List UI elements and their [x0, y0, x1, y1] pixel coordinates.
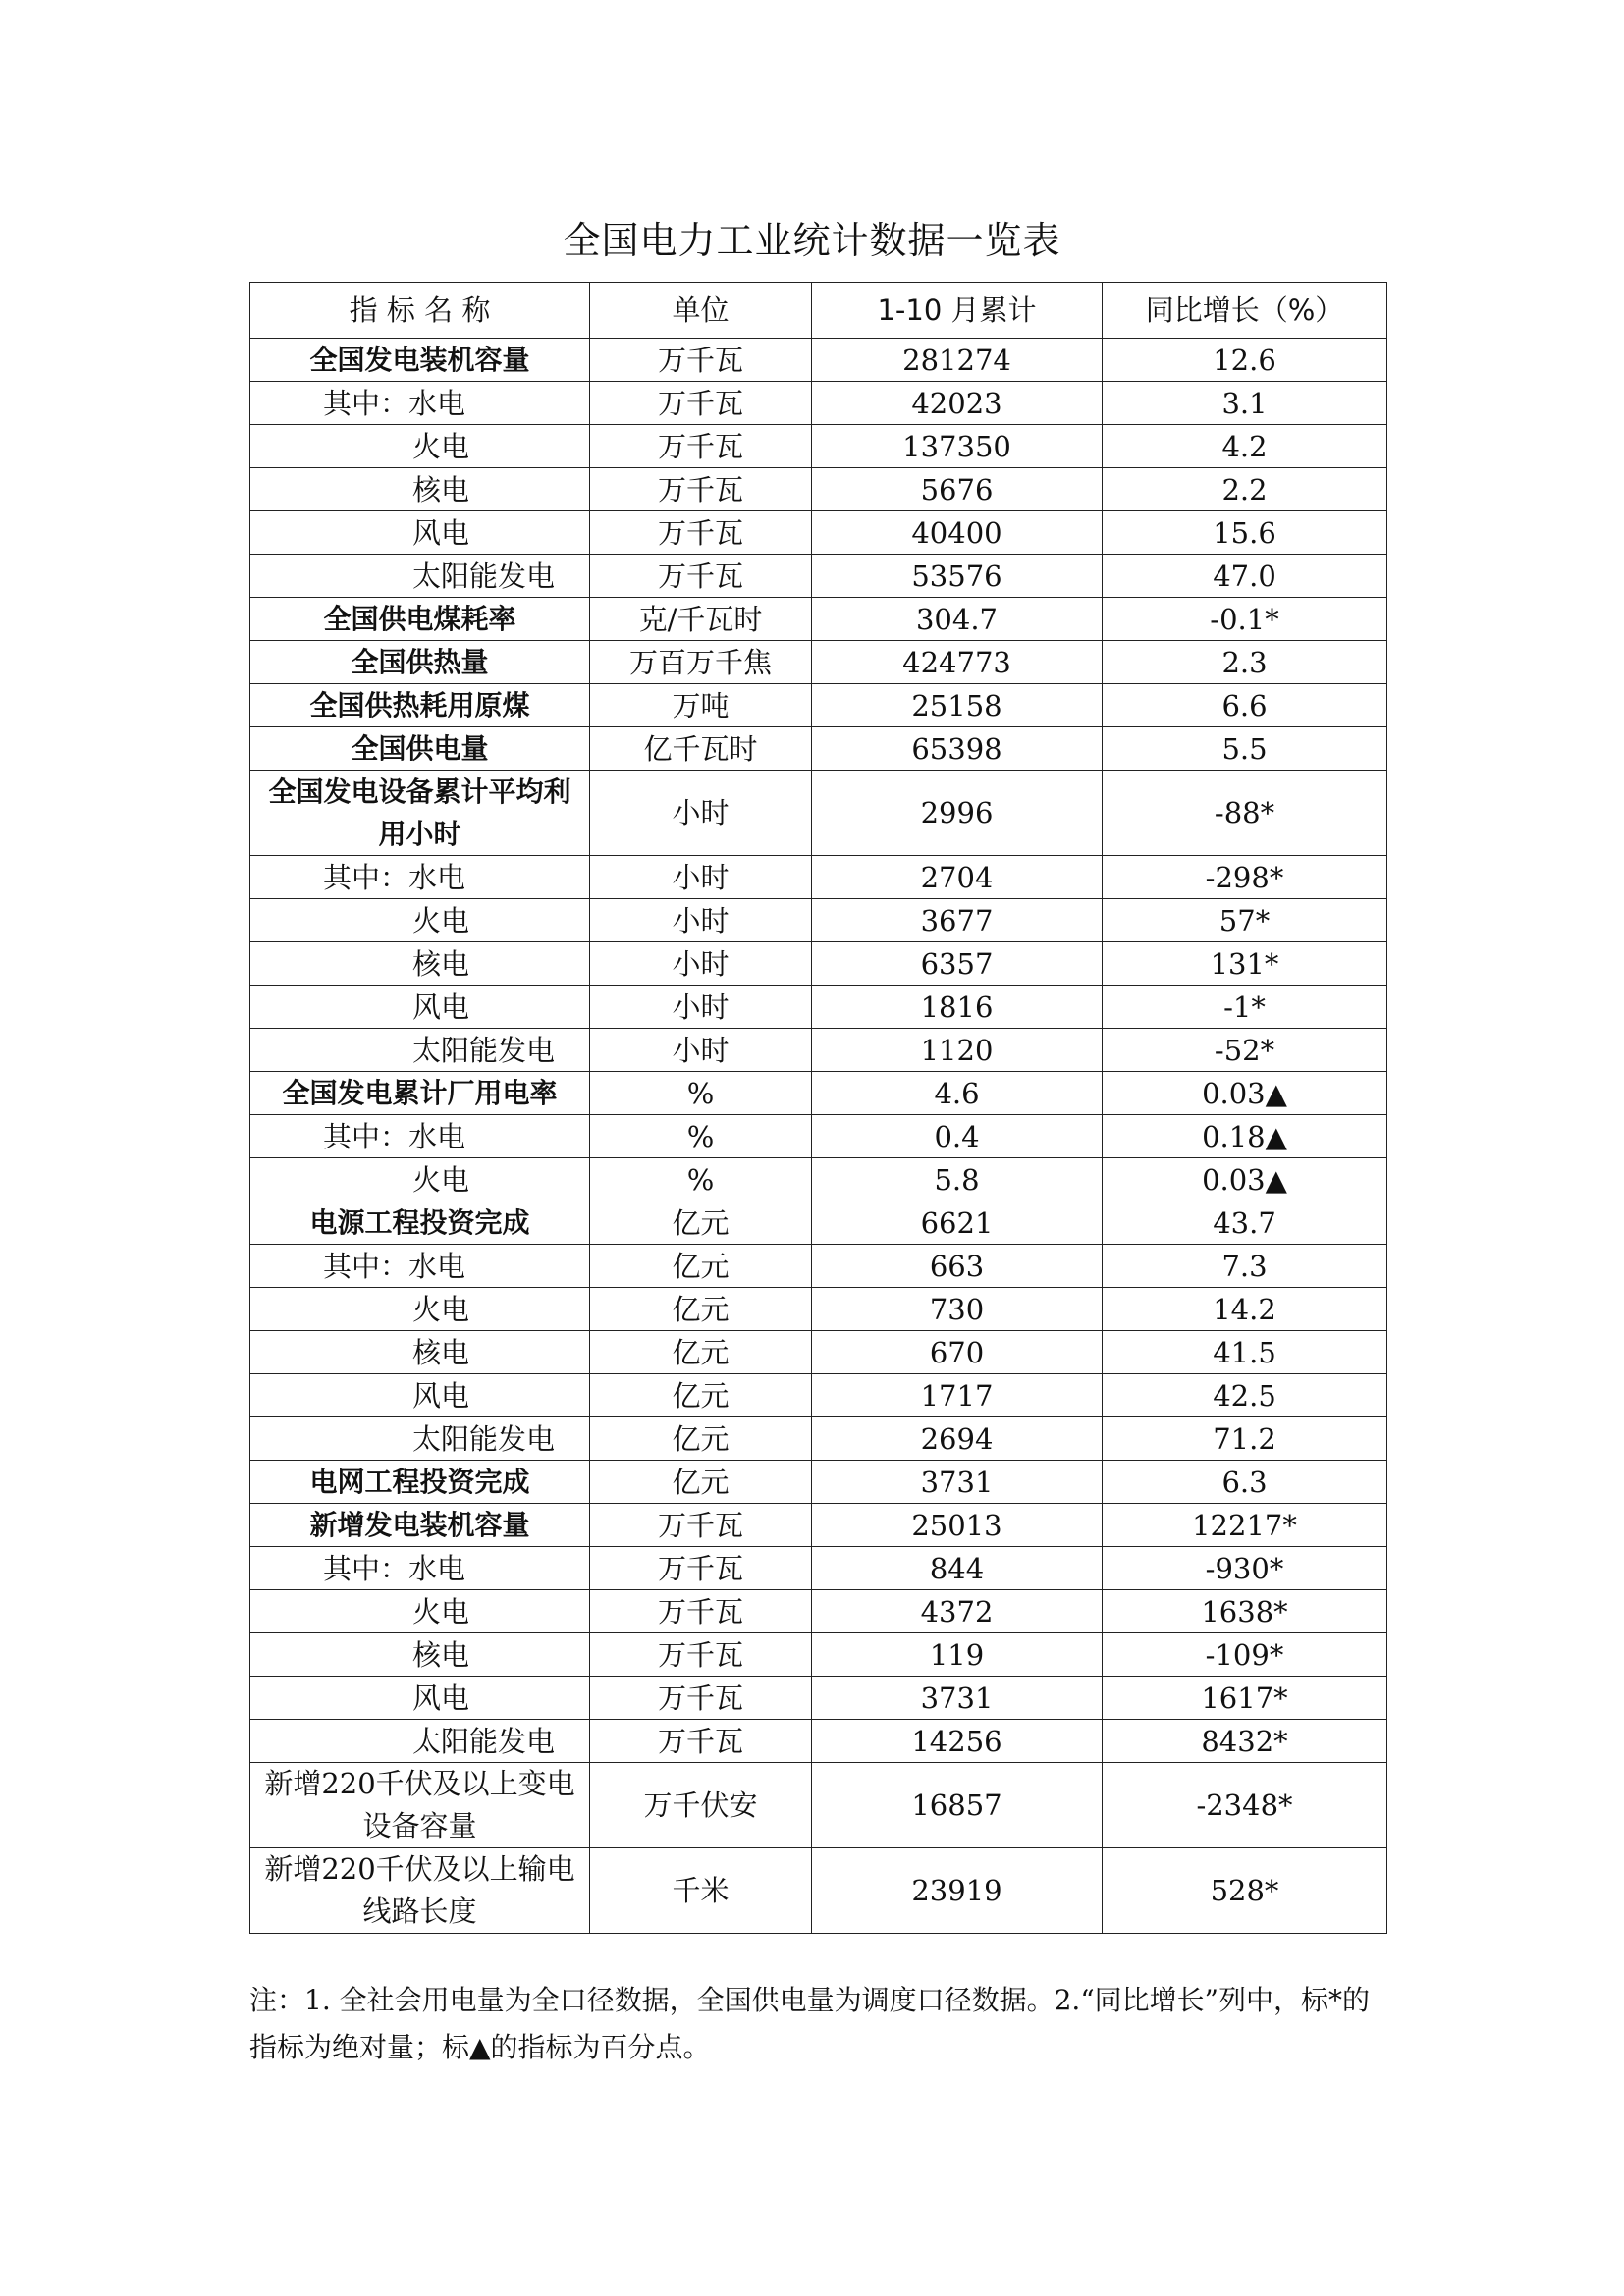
unit-cell: 万千瓦: [590, 1590, 812, 1633]
yoy-growth-cell: 6.6: [1103, 684, 1387, 727]
unit-cell: 亿元: [590, 1461, 812, 1504]
cumulative-value-cell: 65398: [812, 727, 1103, 771]
yoy-growth-cell: 6.3: [1103, 1461, 1387, 1504]
cumulative-value-cell: 3731: [812, 1461, 1103, 1504]
cumulative-value-cell: 5676: [812, 468, 1103, 511]
unit-cell: 万千瓦: [590, 555, 812, 598]
header-yoy-growth: 同比增长（%）: [1103, 283, 1387, 339]
yoy-growth-cell: -52*: [1103, 1029, 1387, 1072]
indicator-name-cell: 全国供电量: [250, 727, 590, 771]
table-row: [250, 986, 1387, 1029]
indicator-name-cell: 核电: [250, 468, 590, 511]
header-unit: 单位: [590, 283, 812, 339]
indicator-name-cell: 其中：水电: [250, 1115, 590, 1158]
cumulative-value-cell: 663: [812, 1245, 1103, 1288]
table-row: [250, 942, 1387, 986]
cumulative-value-cell: 670: [812, 1331, 1103, 1374]
unit-cell: 万千瓦: [590, 1547, 812, 1590]
footnote: 注：1. 全社会用电量为全口径数据，全国供电量为调度口径数据。2.“同比增长”列中，标*的指标为绝对量；标▲的指标为百分点。: [249, 1984, 1370, 2063]
table-row: [250, 684, 1387, 727]
indicator-name-cell: 太阳能发电: [250, 1720, 590, 1763]
table-row: [250, 598, 1387, 641]
yoy-growth-cell: -1*: [1103, 986, 1387, 1029]
indicator-name-cell: 全国供热耗用原煤: [250, 684, 590, 727]
table-row: [250, 511, 1387, 555]
table-body: [250, 339, 1387, 1934]
table-row: [250, 1763, 1387, 1848]
yoy-growth-cell: 12217*: [1103, 1504, 1387, 1547]
cumulative-value-cell: 53576: [812, 555, 1103, 598]
cumulative-value-cell: 281274: [812, 339, 1103, 382]
unit-cell: 亿元: [590, 1245, 812, 1288]
indicator-name-cell: 风电: [250, 1677, 590, 1720]
indicator-name-cell: 火电: [250, 1590, 590, 1633]
table-row: [250, 727, 1387, 771]
indicator-name-cell: 全国发电装机容量: [250, 339, 590, 382]
cumulative-value-cell: 844: [812, 1547, 1103, 1590]
cumulative-value-cell: 6357: [812, 942, 1103, 986]
table-row: [250, 641, 1387, 684]
table-row: [250, 856, 1387, 899]
unit-cell: 万千瓦: [590, 468, 812, 511]
yoy-growth-cell: 14.2: [1103, 1288, 1387, 1331]
table-row: [250, 1547, 1387, 1590]
unit-cell: 亿千瓦时: [590, 727, 812, 771]
cumulative-value-cell: 6621: [812, 1201, 1103, 1245]
yoy-growth-cell: 2.2: [1103, 468, 1387, 511]
unit-cell: 万千瓦: [590, 425, 812, 468]
cumulative-value-cell: 40400: [812, 511, 1103, 555]
yoy-growth-cell: -298*: [1103, 856, 1387, 899]
unit-cell: 万千瓦: [590, 1633, 812, 1677]
indicator-name-cell: 电网工程投资完成: [250, 1461, 590, 1504]
indicator-name-cell: 全国发电累计厂用电率: [250, 1072, 590, 1115]
yoy-growth-cell: 5.5: [1103, 727, 1387, 771]
yoy-growth-cell: 43.7: [1103, 1201, 1387, 1245]
table-row: [250, 1504, 1387, 1547]
table-row: [250, 468, 1387, 511]
unit-cell: 亿元: [590, 1288, 812, 1331]
table-row: [250, 1590, 1387, 1633]
yoy-growth-cell: 42.5: [1103, 1374, 1387, 1417]
indicator-name-cell: 其中：水电: [250, 1245, 590, 1288]
indicator-name-cell: 新增220千伏及以上变电设备容量: [250, 1763, 590, 1848]
cumulative-value-cell: 23919: [812, 1848, 1103, 1934]
cumulative-value-cell: 304.7: [812, 598, 1103, 641]
cumulative-value-cell: 137350: [812, 425, 1103, 468]
cumulative-value-cell: 42023: [812, 382, 1103, 425]
unit-cell: 亿元: [590, 1374, 812, 1417]
indicator-name-cell: 新增220千伏及以上输电线路长度: [250, 1848, 590, 1934]
yoy-growth-cell: 12.6: [1103, 339, 1387, 382]
unit-cell: 万百万千焦: [590, 641, 812, 684]
unit-cell: 万千瓦: [590, 1677, 812, 1720]
unit-cell: 千米: [590, 1848, 812, 1934]
unit-cell: %: [590, 1158, 812, 1201]
indicator-name-cell: 核电: [250, 1331, 590, 1374]
unit-cell: 小时: [590, 1029, 812, 1072]
table-row: [250, 382, 1387, 425]
indicator-name-cell: 火电: [250, 899, 590, 942]
unit-cell: 小时: [590, 899, 812, 942]
table-row: [250, 1288, 1387, 1331]
table-row: [250, 1115, 1387, 1158]
table-row: [250, 1158, 1387, 1201]
unit-cell: %: [590, 1072, 812, 1115]
unit-cell: %: [590, 1115, 812, 1158]
document-title: 全国电力工业统计数据一览表: [563, 219, 1061, 262]
indicator-name-cell: 其中：水电: [250, 382, 590, 425]
table-row: [250, 1848, 1387, 1934]
unit-cell: 小时: [590, 942, 812, 986]
cumulative-value-cell: 119: [812, 1633, 1103, 1677]
unit-cell: 亿元: [590, 1201, 812, 1245]
indicator-name-cell: 火电: [250, 1158, 590, 1201]
yoy-growth-cell: -0.1*: [1103, 598, 1387, 641]
yoy-growth-cell: -930*: [1103, 1547, 1387, 1590]
yoy-growth-cell: 528*: [1103, 1848, 1387, 1934]
indicator-name-cell: 火电: [250, 1288, 590, 1331]
yoy-growth-cell: -88*: [1103, 771, 1387, 856]
yoy-growth-cell: 0.18▲: [1103, 1115, 1387, 1158]
cumulative-value-cell: 1120: [812, 1029, 1103, 1072]
unit-cell: 万千瓦: [590, 511, 812, 555]
cumulative-value-cell: 4.6: [812, 1072, 1103, 1115]
header-indicator-name: 指 标 名 称: [250, 283, 590, 339]
unit-cell: 小时: [590, 856, 812, 899]
table-row: [250, 1029, 1387, 1072]
cumulative-value-cell: 2694: [812, 1417, 1103, 1461]
table-row: [250, 1245, 1387, 1288]
table-row: [250, 1417, 1387, 1461]
indicator-name-cell: 太阳能发电: [250, 555, 590, 598]
table-row: [250, 1633, 1387, 1677]
statistics-table: [249, 282, 1387, 1934]
cumulative-value-cell: 3677: [812, 899, 1103, 942]
table-row: [250, 1331, 1387, 1374]
yoy-growth-cell: 2.3: [1103, 641, 1387, 684]
cumulative-value-cell: 25158: [812, 684, 1103, 727]
cumulative-value-cell: 4372: [812, 1590, 1103, 1633]
indicator-name-cell: 其中：水电: [250, 1547, 590, 1590]
cumulative-value-cell: 3731: [812, 1677, 1103, 1720]
yoy-growth-cell: 41.5: [1103, 1331, 1387, 1374]
table-row: [250, 1677, 1387, 1720]
header-cumulative: 1-10 月累计: [812, 283, 1103, 339]
indicator-name-cell: 风电: [250, 511, 590, 555]
yoy-growth-cell: 8432*: [1103, 1720, 1387, 1763]
yoy-growth-cell: 57*: [1103, 899, 1387, 942]
yoy-growth-cell: 7.3: [1103, 1245, 1387, 1288]
table-row: [250, 555, 1387, 598]
yoy-growth-cell: 47.0: [1103, 555, 1387, 598]
unit-cell: 小时: [590, 986, 812, 1029]
cumulative-value-cell: 424773: [812, 641, 1103, 684]
table-row: [250, 771, 1387, 856]
cumulative-value-cell: 2996: [812, 771, 1103, 856]
table-header-row: [250, 283, 1387, 339]
unit-cell: 万吨: [590, 684, 812, 727]
yoy-growth-cell: 131*: [1103, 942, 1387, 986]
indicator-name-cell: 电源工程投资完成: [250, 1201, 590, 1245]
yoy-growth-cell: 0.03▲: [1103, 1072, 1387, 1115]
table-row: [250, 1374, 1387, 1417]
yoy-growth-cell: 0.03▲: [1103, 1158, 1387, 1201]
cumulative-value-cell: 2704: [812, 856, 1103, 899]
indicator-name-cell: 其中：水电: [250, 856, 590, 899]
table-row: [250, 339, 1387, 382]
unit-cell: 万千伏安: [590, 1763, 812, 1848]
table-row: [250, 1461, 1387, 1504]
indicator-name-cell: 核电: [250, 942, 590, 986]
indicator-name-cell: 风电: [250, 1374, 590, 1417]
indicator-name-cell: 新增发电装机容量: [250, 1504, 590, 1547]
yoy-growth-cell: 3.1: [1103, 382, 1387, 425]
indicator-name-cell: 风电: [250, 986, 590, 1029]
unit-cell: 万千瓦: [590, 1504, 812, 1547]
unit-cell: 亿元: [590, 1417, 812, 1461]
cumulative-value-cell: 0.4: [812, 1115, 1103, 1158]
unit-cell: 亿元: [590, 1331, 812, 1374]
cumulative-value-cell: 16857: [812, 1763, 1103, 1848]
unit-cell: 万千瓦: [590, 382, 812, 425]
yoy-growth-cell: 71.2: [1103, 1417, 1387, 1461]
yoy-growth-cell: 4.2: [1103, 425, 1387, 468]
yoy-growth-cell: 1638*: [1103, 1590, 1387, 1633]
indicator-name-cell: 核电: [250, 1633, 590, 1677]
table-row: [250, 425, 1387, 468]
yoy-growth-cell: -109*: [1103, 1633, 1387, 1677]
cumulative-value-cell: 1816: [812, 986, 1103, 1029]
yoy-growth-cell: 1617*: [1103, 1677, 1387, 1720]
cumulative-value-cell: 14256: [812, 1720, 1103, 1763]
unit-cell: 克/千瓦时: [590, 598, 812, 641]
unit-cell: 小时: [590, 771, 812, 856]
table-row: [250, 1720, 1387, 1763]
yoy-growth-cell: 15.6: [1103, 511, 1387, 555]
cumulative-value-cell: 5.8: [812, 1158, 1103, 1201]
cumulative-value-cell: 25013: [812, 1504, 1103, 1547]
cumulative-value-cell: 730: [812, 1288, 1103, 1331]
indicator-name-cell: 全国供热量: [250, 641, 590, 684]
table-row: [250, 1072, 1387, 1115]
table-row: [250, 899, 1387, 942]
cumulative-value-cell: 1717: [812, 1374, 1103, 1417]
yoy-growth-cell: -2348*: [1103, 1763, 1387, 1848]
unit-cell: 万千瓦: [590, 1720, 812, 1763]
indicator-name-cell: 全国发电设备累计平均利用小时: [250, 771, 590, 856]
indicator-name-cell: 火电: [250, 425, 590, 468]
indicator-name-cell: 全国供电煤耗率: [250, 598, 590, 641]
indicator-name-cell: 太阳能发电: [250, 1417, 590, 1461]
unit-cell: 万千瓦: [590, 339, 812, 382]
indicator-name-cell: 太阳能发电: [250, 1029, 590, 1072]
table-row: [250, 1201, 1387, 1245]
